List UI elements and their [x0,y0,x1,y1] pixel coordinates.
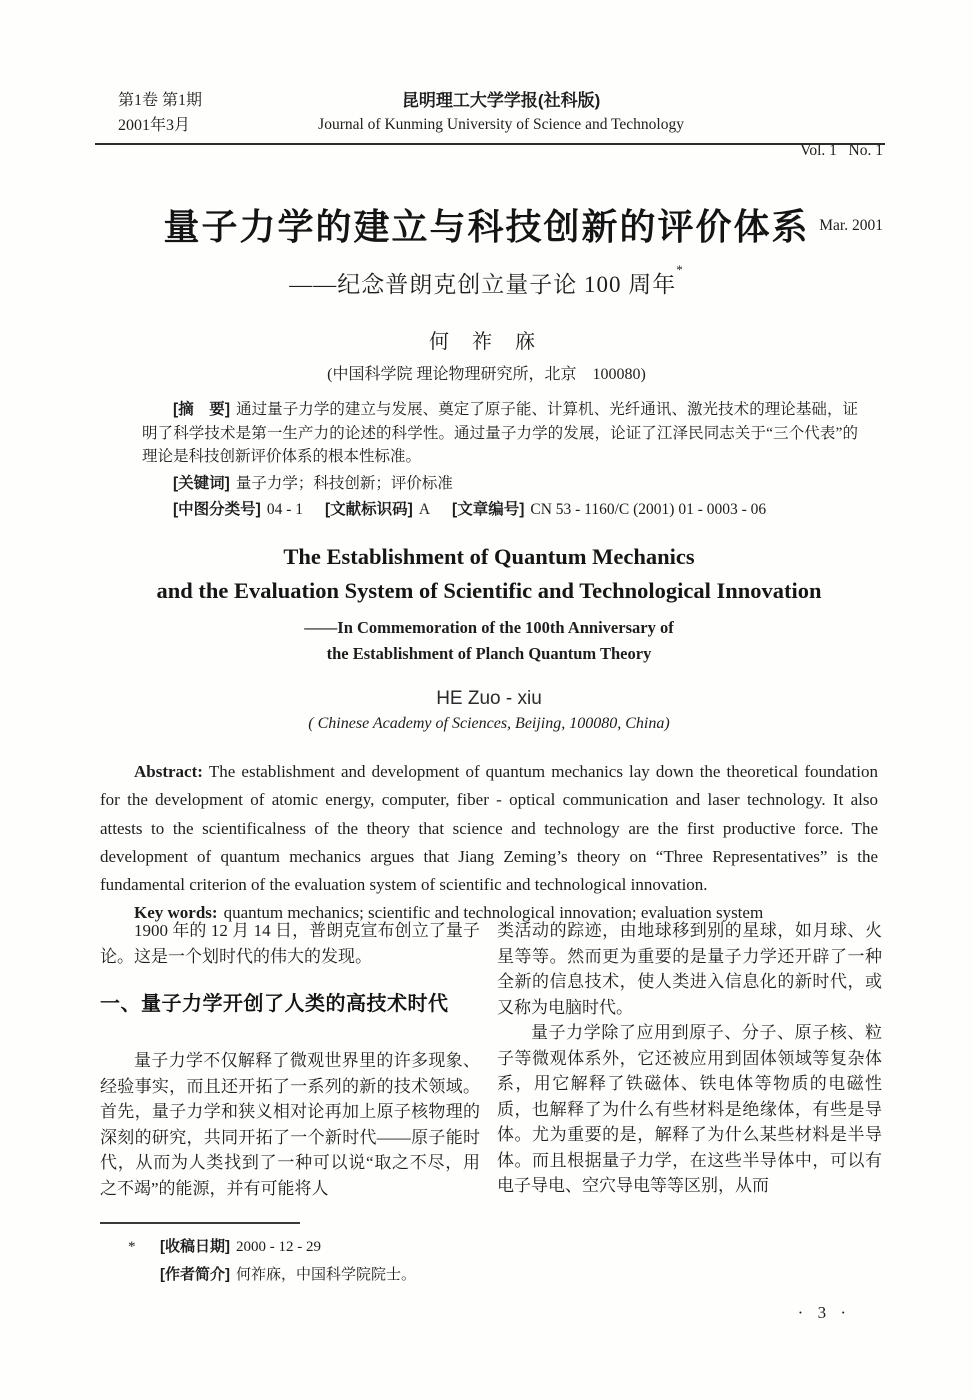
header-date-cn: 2001年3月 [118,117,191,134]
title-en-line1: The Establishment of Quantum Mechanics [283,544,695,569]
footnote-block [100,1222,620,1289]
abstract-text-cn: 通过量子力学的建立与发展、奠定了原子能、计算机、光纤通讯、激光技术的理论基础，证明了科学技术是第一生产力的论述的科学性。通过量子力学的发展，论证了江泽民同志关于“三个代表”的理论是科技创新评价体系的根本性标准。 [142,401,858,465]
header-divider-line [95,143,885,145]
english-block [100,540,878,928]
received-date-label: [收稿日期] [160,1238,230,1255]
subtitle-en-line2: the Establishment of Planch Quantum Theory [326,644,652,663]
header-journal-name [318,88,684,137]
journal-name-cn: 昆明理工大学学报(社科版) [401,91,601,110]
title-block [0,204,973,384]
journal-name-en: Journal of Kunming University of Science and Technology [318,116,684,133]
author-name-cn: 何 祚 庥 [429,331,544,353]
abstract-label-cn: [摘 要] [173,401,231,418]
footnote-marker: * [128,1239,136,1255]
author-affiliation-en: ( Chinese Academy of Sciences, Beijing, 100080, China) [308,715,670,732]
abstract-text-en: The establishment and development of quantum mechanics lay down the theoretical foundation for the development of atomic energy, computer, fiber - optical communication and laser technology. It also attests to the scientificalness of the theory that science and technology are the first productive force. The development of quantum mechanics argues that Jiang Zeming’s theory on “Three Representatives” is the fundamental criterion of the evaluation system of scientific and technological innovation. [100,762,878,895]
header-issue-info [118,88,202,138]
abstract-paragraph-cn [142,398,858,469]
subtitle-text: ——纪念普朗克创立量子论 100 周年 [289,272,677,297]
classification-line [142,498,858,522]
body-column-left [100,918,480,1201]
body-paragraph: 量子力学不仅解释了微观世界里的许多现象、经验事实，而且还开拓了一系列的新的技术领域。首先，量子力学和狭义相对论再加上原子核物理的深刻的研究，共同开拓了一个新时代——原子能时代，从而为人类找到了一种可以说“取之不尽，用之不竭”的能源，并有可能将人 [100,1051,480,1198]
article-subtitle-en [100,615,878,667]
section-heading-1: 一、量子力学开创了人类的高技术时代 [100,993,449,1015]
keywords-text-en: quantum mechanics; scientific and technological innovation; evaluation system [223,903,764,923]
abstract-paragraph-en [100,758,878,899]
footnote-received-line [128,1233,620,1261]
author-bio-value: 何祚庥，中国科学院院士。 [236,1267,417,1283]
abstract-label-en: Abstract: [134,762,203,781]
article-id-label: [文章编号] [452,501,525,518]
footnote-divider-line [100,1222,300,1224]
abstract-block-cn [142,398,858,522]
keywords-label-en: Key words: [134,903,218,923]
article-body-columns [100,918,882,1201]
clc-value: 04 - 1 [266,501,303,518]
page-number: · 3 · [797,1303,851,1322]
keywords-text-cn: 量子力学；科技创新；评价标准 [235,474,453,492]
author-name-en: HE Zuo - xiu [436,688,542,709]
received-date-value: 2000 - 12 - 29 [236,1239,321,1255]
keywords-line-cn [142,472,858,496]
header-volume-issue: 第1卷 第1期 [118,92,203,109]
body-paragraph: 类活动的踪迹，由地球移到别的星球，如月球、火星等等。然而更为重要的是量子力学还开辟了一种全新的信息技术，使人类进入信息化的新时代，或又称为电脑时代。 [497,921,882,1017]
article-title-cn: 量子力学的建立与科技创新的评价体系 [163,206,810,247]
body-paragraph: 量子力学除了应用到原子、分子、原子核、粒子等微观体系外，它还被应用到固体领域等复杂体系，用它解释了铁磁体、铁电体等物质的电磁性质，也解释了为什么有些材料是绝缘体，有些是导体。尤为重要的是，解释了为什么某些材料是半导体。而且根据量子力学，在这些半导体中，可以有电子导电、空穴导电等等区别，从而 [497,1023,882,1195]
doc-code-value: A [418,501,431,518]
keywords-label-cn: [关键词] [173,474,230,492]
clc-label: [中图分类号] [173,501,261,518]
article-subtitle-cn [0,262,973,299]
doc-code-label: [文献标识码] [325,501,413,518]
author-bio-label: [作者简介] [160,1266,230,1283]
subtitle-en-line1: ——In Commemoration of the 100th Anniversary of [304,618,674,637]
article-title-en [100,540,878,608]
article-id-value: CN 53 - 1160/C (2001) 01 - 0003 - 06 [530,501,767,518]
header-vol-no-en: Vol. 1 No. 1 [800,142,883,159]
title-en-line2: and the Evaluation System of Scientific and Technological Innovation [156,578,822,603]
header-date-en: Mar. 2001 [819,217,883,234]
body-paragraph: 1900 年的 12 月 14 日，普朗克宣布创立了量子论。这是一个划时代的伟大的发现。 [100,921,480,966]
footnote-bio-line [160,1261,620,1289]
body-column-right [497,918,882,1201]
footnote-asterisk: * [676,262,684,277]
author-affiliation-cn: (中国科学院 理论物理研究所，北京 100080) [327,366,646,383]
